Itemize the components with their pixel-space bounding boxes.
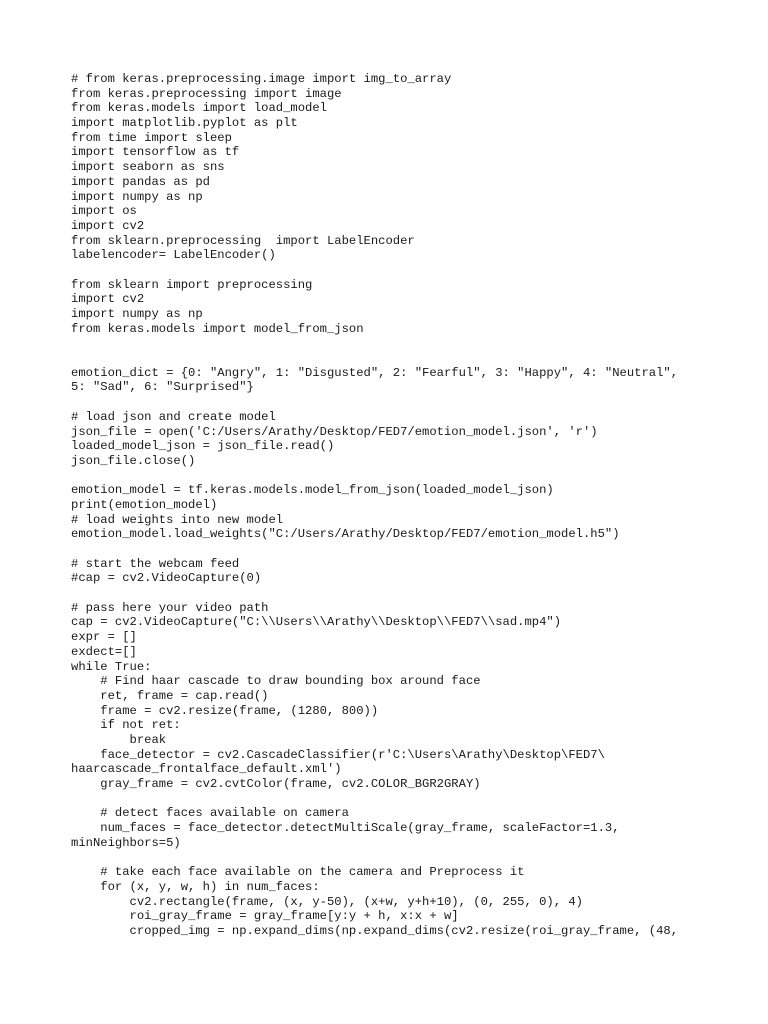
code-line: # detect faces available on camera <box>71 806 349 821</box>
code-line: # take each face available on the camera and Preprocess it <box>71 865 525 880</box>
code-line: haarcascade_frontalface_default.xml') <box>71 762 342 777</box>
code-line: loaded_model_json = json_file.read() <box>71 439 335 454</box>
code-line: gray_frame = cv2.cvtColor(frame, cv2.COLOR_BGR2GRAY) <box>71 777 481 791</box>
code-line: from sklearn.preprocessing import LabelEncoder <box>71 233 415 248</box>
code-line: labelencoder= LabelEncoder() <box>71 248 276 263</box>
code-line: face_detector = cv2.CascadeClassifier(r'C:\Users\Arathy\Desktop\FED7\ <box>71 747 605 762</box>
code-line: cropped_img = np.expand_dims(np.expand_dims(cv2.resize(roi_gray_frame, (48, <box>71 923 679 938</box>
code-line: #cap = cv2.VideoCapture(0) <box>71 571 262 586</box>
code-line: from keras.models import model_from_json <box>71 321 364 336</box>
code-line: exdect=[] <box>71 644 137 659</box>
code-line: cv2.rectangle(frame, (x, y-50), (x+w, y+h+10), (0, 255, 0), 4) <box>71 894 583 909</box>
code-line: import seaborn as sns <box>71 160 225 175</box>
blank-line <box>71 792 731 807</box>
code-line: emotion_model.load_weights("C:/Users/Arathy/Desktop/FED7/emotion_model.h5") <box>71 527 620 542</box>
code-line: import cv2 <box>71 218 145 233</box>
blank-line <box>71 469 731 484</box>
code-line: num_faces = face_detector.detectMultiScale(gray_frame, scaleFactor=1.3, <box>71 821 620 836</box>
blank-line <box>71 395 731 410</box>
code-line: # Find haar cascade to draw bounding box around face <box>71 674 481 689</box>
code-line: ret, frame = cap.read() <box>71 688 269 703</box>
code-line: import tensorflow as tf <box>71 145 240 160</box>
code-line: while True: <box>71 659 152 674</box>
code-line: # from keras.preprocessing.image import img_to_array <box>71 72 452 86</box>
code-line: from sklearn import preprocessing <box>71 277 313 292</box>
code-line: from time import sleep <box>71 130 232 145</box>
code-line: import numpy as np <box>71 307 203 321</box>
code-line: # pass here your video path <box>71 600 269 615</box>
code-line: import cv2 <box>71 292 145 307</box>
code-line: minNeighbors=5) <box>71 835 181 850</box>
code-line: break <box>71 732 167 747</box>
code-line: if not ret: <box>71 718 181 733</box>
code-line: cap = cv2.VideoCapture("C:\\Users\\Arathy\\Desktop\\FED7\\sad.mp4") <box>71 615 562 630</box>
code-line: 5: "Sad", 6: "Surprised"} <box>71 380 254 395</box>
code-line: for (x, y, w, h) in num_faces: <box>71 879 320 894</box>
blank-line <box>71 542 731 557</box>
code-line: # start the webcam feed <box>71 556 240 571</box>
code-line: expr = [] <box>71 630 137 645</box>
code-line: import os <box>71 204 137 219</box>
code-line: import pandas as pd <box>71 174 210 189</box>
blank-line <box>71 351 731 366</box>
code-line: emotion_model = tf.keras.models.model_from_json(loaded_model_json) <box>71 483 554 498</box>
code-line: print(emotion_model) <box>71 497 218 512</box>
code-line: from keras.preprocessing import image <box>71 86 342 101</box>
blank-line <box>71 850 731 865</box>
code-line: frame = cv2.resize(frame, (1280, 800)) <box>71 703 379 718</box>
blank-line <box>71 263 731 278</box>
code-line: # load json and create model <box>71 409 276 424</box>
code-line: json_file.close() <box>71 453 196 468</box>
code-line: json_file = open('C:/Users/Arathy/Desktop/FED7/emotion_model.json', 'r') <box>71 424 598 439</box>
code-line: roi_gray_frame = gray_frame[y:y + h, x:x + w] <box>71 909 459 924</box>
blank-line <box>71 586 731 601</box>
code-line: import matplotlib.pyplot as plt <box>71 116 298 131</box>
blank-line <box>71 336 731 351</box>
code-line: emotion_dict = {0: "Angry", 1: "Disgusted", 2: "Fearful", 3: "Happy", 4: "Neutral", <box>71 365 679 380</box>
code-listing <box>71 72 731 939</box>
code-line: from keras.models import load_model <box>71 101 327 116</box>
code-line: import numpy as np <box>71 189 203 204</box>
code-line: # load weights into new model <box>71 512 284 527</box>
